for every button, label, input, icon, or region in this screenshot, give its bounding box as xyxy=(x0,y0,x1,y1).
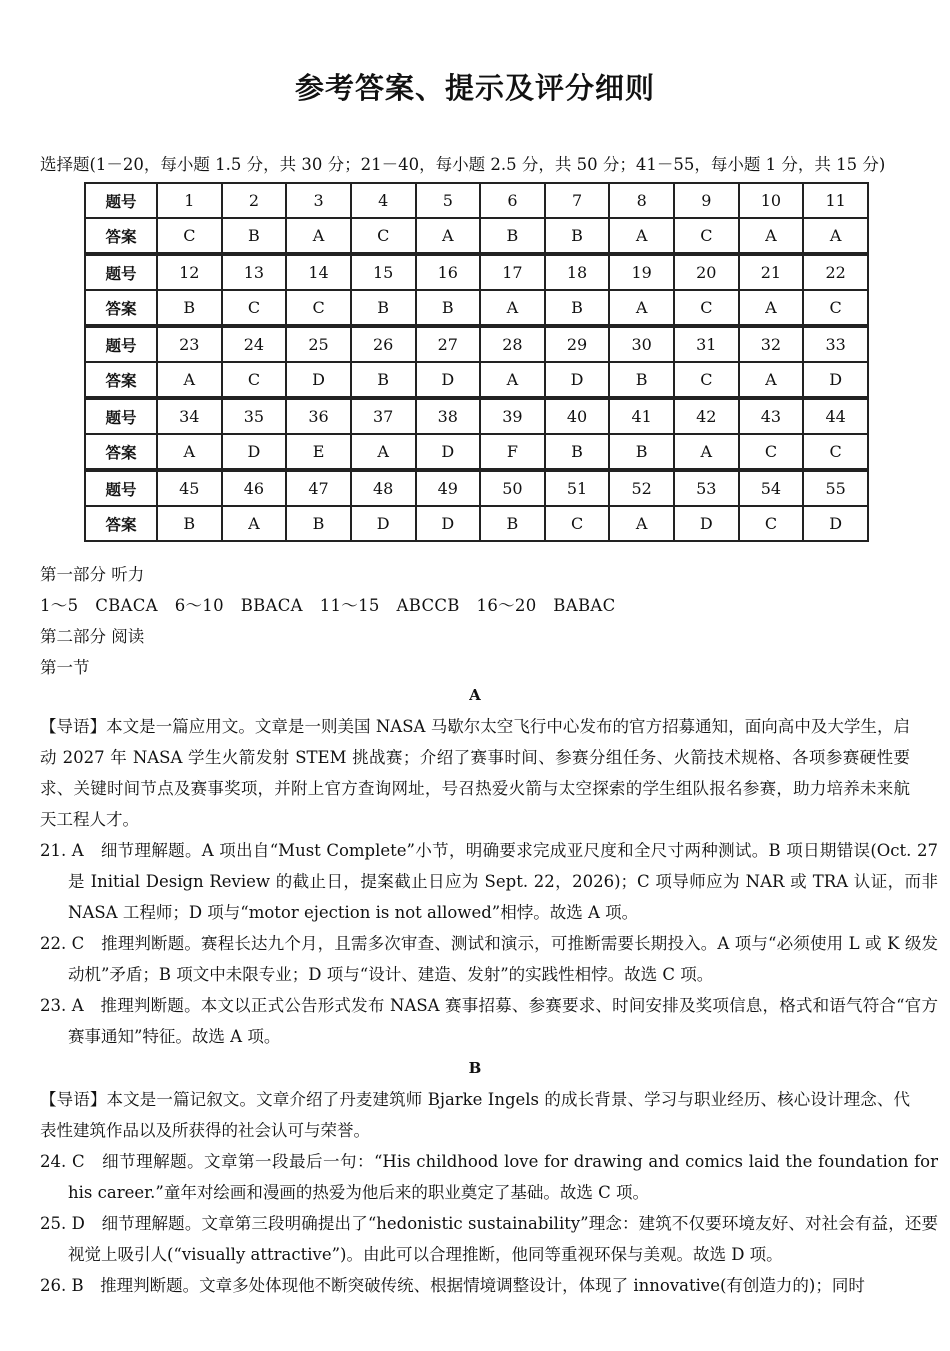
answer-cell: C xyxy=(739,506,804,541)
answer-cell: B xyxy=(157,506,222,541)
question-number-cell: 19 xyxy=(609,254,674,290)
answer-cell: A xyxy=(351,434,416,470)
answer-row xyxy=(85,506,868,541)
question-number-cell: 55 xyxy=(803,470,868,506)
answer-cell: D xyxy=(286,362,351,398)
answer-cell: A xyxy=(803,218,868,254)
answer-cell: C xyxy=(222,290,287,326)
answer-cell: A xyxy=(416,218,481,254)
answer-cell: B xyxy=(351,362,416,398)
question-number-row xyxy=(85,470,868,506)
question-number-cell: 24 xyxy=(222,326,287,362)
answer-cell: B xyxy=(286,506,351,541)
answer-cell: C xyxy=(674,362,739,398)
question-number-cell: 12 xyxy=(157,254,222,290)
question-number-cell: 10 xyxy=(739,183,804,218)
answer-cell: F xyxy=(480,434,545,470)
question-number-cell: 37 xyxy=(351,398,416,434)
question-label: 题号 xyxy=(85,470,157,506)
question-number-cell: 47 xyxy=(286,470,351,506)
question-number-cell: 51 xyxy=(545,470,610,506)
answer-label: 答案 xyxy=(85,434,157,470)
answer-row xyxy=(85,218,868,254)
question-number-cell: 50 xyxy=(480,470,545,506)
question-number-cell: 1 xyxy=(157,183,222,218)
question-number-cell: 40 xyxy=(545,398,610,434)
answer-label: 答案 xyxy=(85,362,157,398)
answer-cell: A xyxy=(674,434,739,470)
passage-b-guide: 【导语】本文是一篇记叙文。文章介绍了丹麦建筑师 Bjarke Ingels 的成长背景、学习与职业经历、核心设计理念、代表性建筑作品以及所获得的社会认可与荣誉。 xyxy=(40,1090,910,1140)
question-number-cell: 11 xyxy=(803,183,868,218)
question-number-row xyxy=(85,254,868,290)
question-number-cell: 20 xyxy=(674,254,739,290)
question-number-cell: 17 xyxy=(480,254,545,290)
answer-cell: B xyxy=(609,362,674,398)
question-number-cell: 29 xyxy=(545,326,610,362)
question-number-cell: 42 xyxy=(674,398,739,434)
answer-table xyxy=(84,182,869,542)
question-label: 题号 xyxy=(85,183,157,218)
question-number-cell: 7 xyxy=(545,183,610,218)
question-number-cell: 8 xyxy=(609,183,674,218)
answer-24: 24. C 细节理解题。文章第一段最后一句：“His childhood love for drawing and comics laid the foundation for his career.”童年对绘画和漫画的热爱为他后来的职业奠定了基础。故选 C 项。 xyxy=(40,1152,938,1202)
question-number-cell: 23 xyxy=(157,326,222,362)
question-number-cell: 33 xyxy=(803,326,868,362)
question-number-cell: 43 xyxy=(739,398,804,434)
answer-cell: C xyxy=(674,290,739,326)
answer-cell: B xyxy=(545,218,610,254)
answer-cell: B xyxy=(545,290,610,326)
choice-intro: 选择题(1－20，每小题 1.5 分，共 30 分；21－40，每小题 2.5 分，共 50 分；41－55，每小题 1 分，共 15 分) xyxy=(40,155,886,174)
answer-cell: B xyxy=(480,506,545,541)
question-number-row xyxy=(85,326,868,362)
question-number-cell: 45 xyxy=(157,470,222,506)
question-number-cell: 25 xyxy=(286,326,351,362)
answer-cell: B xyxy=(416,290,481,326)
answer-cell: D xyxy=(416,506,481,541)
question-number-cell: 4 xyxy=(351,183,416,218)
question-number-cell: 15 xyxy=(351,254,416,290)
answer-cell: C xyxy=(286,290,351,326)
question-number-row xyxy=(85,183,868,218)
answer-cell: B xyxy=(157,290,222,326)
answer-cell: C xyxy=(739,434,804,470)
question-number-cell: 2 xyxy=(222,183,287,218)
section-heading: 第一节 xyxy=(40,658,90,677)
answer-21: 21. A 细节理解题。A 项出自“Must Complete”小节，明确要求完成亚尺度和全尺寸两种测试。B 项日期错误(Oct. 27 是 Initial Design Review 的截止日，提案截止日应为 Sept. 22，2026)；C 项导师应为 NAR 或 TRA 认证，而非 NASA 工程师；D 项与“motor ejection is not allowed”相悖。故选 A 项。 xyxy=(40,841,938,922)
answer-cell: C xyxy=(803,434,868,470)
question-number-cell: 32 xyxy=(739,326,804,362)
question-number-cell: 28 xyxy=(480,326,545,362)
answer-cell: C xyxy=(803,290,868,326)
question-number-cell: 49 xyxy=(416,470,481,506)
question-label: 题号 xyxy=(85,254,157,290)
question-number-cell: 14 xyxy=(286,254,351,290)
answer-26: 26. B 推理判断题。文章多处体现他不断突破传统、根据情境调整设计，体现了 innovative(有创造力的)；同时 xyxy=(40,1276,865,1295)
question-number-cell: 5 xyxy=(416,183,481,218)
answer-cell: A xyxy=(222,506,287,541)
answer-cell: A xyxy=(480,362,545,398)
question-number-cell: 13 xyxy=(222,254,287,290)
answer-cell: A xyxy=(609,506,674,541)
answer-row xyxy=(85,362,868,398)
question-number-cell: 41 xyxy=(609,398,674,434)
answer-23: 23. A 推理判断题。本文以正式公告形式发布 NASA 赛事招募、参赛要求、时间安排及奖项信息，格式和语气符合“官方赛事通知”特征。故选 A 项。 xyxy=(40,996,938,1046)
answer-cell: D xyxy=(222,434,287,470)
answer-25: 25. D 细节理解题。文章第三段明确提出了“hedonistic sustainability”理念：建筑不仅要环境友好、对社会有益，还要视觉上吸引人(“visually attractive”)。由此可以合理推断，他同等重视环保与美观。故选 D 项。 xyxy=(40,1214,938,1264)
answer-label: 答案 xyxy=(85,506,157,541)
question-number-cell: 48 xyxy=(351,470,416,506)
answer-cell: C xyxy=(545,506,610,541)
answer-label: 答案 xyxy=(85,290,157,326)
question-number-cell: 38 xyxy=(416,398,481,434)
question-number-cell: 54 xyxy=(739,470,804,506)
answer-cell: B xyxy=(480,218,545,254)
listening-answers: 1～5 CBACA 6～10 BBACA 11～15 ABCCB 16～20 BABAC xyxy=(40,596,616,615)
question-number-cell: 31 xyxy=(674,326,739,362)
answer-cell: C xyxy=(351,218,416,254)
question-number-cell: 26 xyxy=(351,326,416,362)
question-number-cell: 18 xyxy=(545,254,610,290)
answer-cell: A xyxy=(157,434,222,470)
answer-cell: E xyxy=(286,434,351,470)
answer-cell: A xyxy=(609,290,674,326)
answer-cell: D xyxy=(545,362,610,398)
answer-row xyxy=(85,434,868,470)
question-number-cell: 36 xyxy=(286,398,351,434)
question-number-cell: 27 xyxy=(416,326,481,362)
question-number-cell: 3 xyxy=(286,183,351,218)
answer-label: 答案 xyxy=(85,218,157,254)
part1-heading: 第一部分 听力 xyxy=(40,565,145,584)
question-number-cell: 53 xyxy=(674,470,739,506)
passage-a-guide: 【导语】本文是一篇应用文。文章是一则美国 NASA 马歇尔太空飞行中心发布的官方招募通知，面向高中及大学生，启动 2027 年 NASA 学生火箭发射 STEM 挑战赛；介绍了赛事时间、参赛分组任务、火箭技术规格、各项参赛硬性要求、关键时间节点及赛事奖项，并附上官方查询网址，号召热爱火箭与太空探索的学生组队报名参赛，助力培养未来航天工程人才。 xyxy=(40,717,910,829)
passage-a-label: A xyxy=(469,686,481,704)
answer-cell: A xyxy=(286,218,351,254)
answer-cell: D xyxy=(803,506,868,541)
answer-cell: D xyxy=(674,506,739,541)
question-number-cell: 21 xyxy=(739,254,804,290)
answer-cell: C xyxy=(222,362,287,398)
answer-cell: A xyxy=(739,290,804,326)
question-number-cell: 22 xyxy=(803,254,868,290)
question-number-row xyxy=(85,398,868,434)
answer-cell: D xyxy=(416,362,481,398)
question-number-cell: 35 xyxy=(222,398,287,434)
answer-cell: A xyxy=(480,290,545,326)
answer-cell: D xyxy=(416,434,481,470)
answer-cell: B xyxy=(609,434,674,470)
answer-22: 22. C 推理判断题。赛程长达九个月，且需多次审查、测试和演示，可推断需要长期投入。A 项与“必须使用 L 或 K 级发动机”矛盾；B 项文中未限专业；D 项与“设计、建造、发射”的实践性相悖。故选 C 项。 xyxy=(40,934,938,984)
answer-row xyxy=(85,290,868,326)
answer-cell: A xyxy=(739,362,804,398)
question-number-cell: 44 xyxy=(803,398,868,434)
answer-cell: B xyxy=(222,218,287,254)
answer-cell: B xyxy=(351,290,416,326)
answer-cell: A xyxy=(739,218,804,254)
page-title: 参考答案、提示及评分细则 xyxy=(294,71,655,105)
question-number-cell: 39 xyxy=(480,398,545,434)
question-label: 题号 xyxy=(85,326,157,362)
question-number-cell: 6 xyxy=(480,183,545,218)
question-number-cell: 30 xyxy=(609,326,674,362)
answer-cell: C xyxy=(157,218,222,254)
answer-cell: C xyxy=(674,218,739,254)
passage-b-label: B xyxy=(468,1059,482,1077)
question-number-cell: 34 xyxy=(157,398,222,434)
answer-cell: A xyxy=(609,218,674,254)
question-number-cell: 9 xyxy=(674,183,739,218)
question-number-cell: 52 xyxy=(609,470,674,506)
answer-cell: A xyxy=(157,362,222,398)
question-number-cell: 16 xyxy=(416,254,481,290)
question-number-cell: 46 xyxy=(222,470,287,506)
part2-heading: 第二部分 阅读 xyxy=(40,627,145,646)
question-label: 题号 xyxy=(85,398,157,434)
answer-cell: B xyxy=(545,434,610,470)
answer-cell: D xyxy=(351,506,416,541)
answer-cell: D xyxy=(803,362,868,398)
